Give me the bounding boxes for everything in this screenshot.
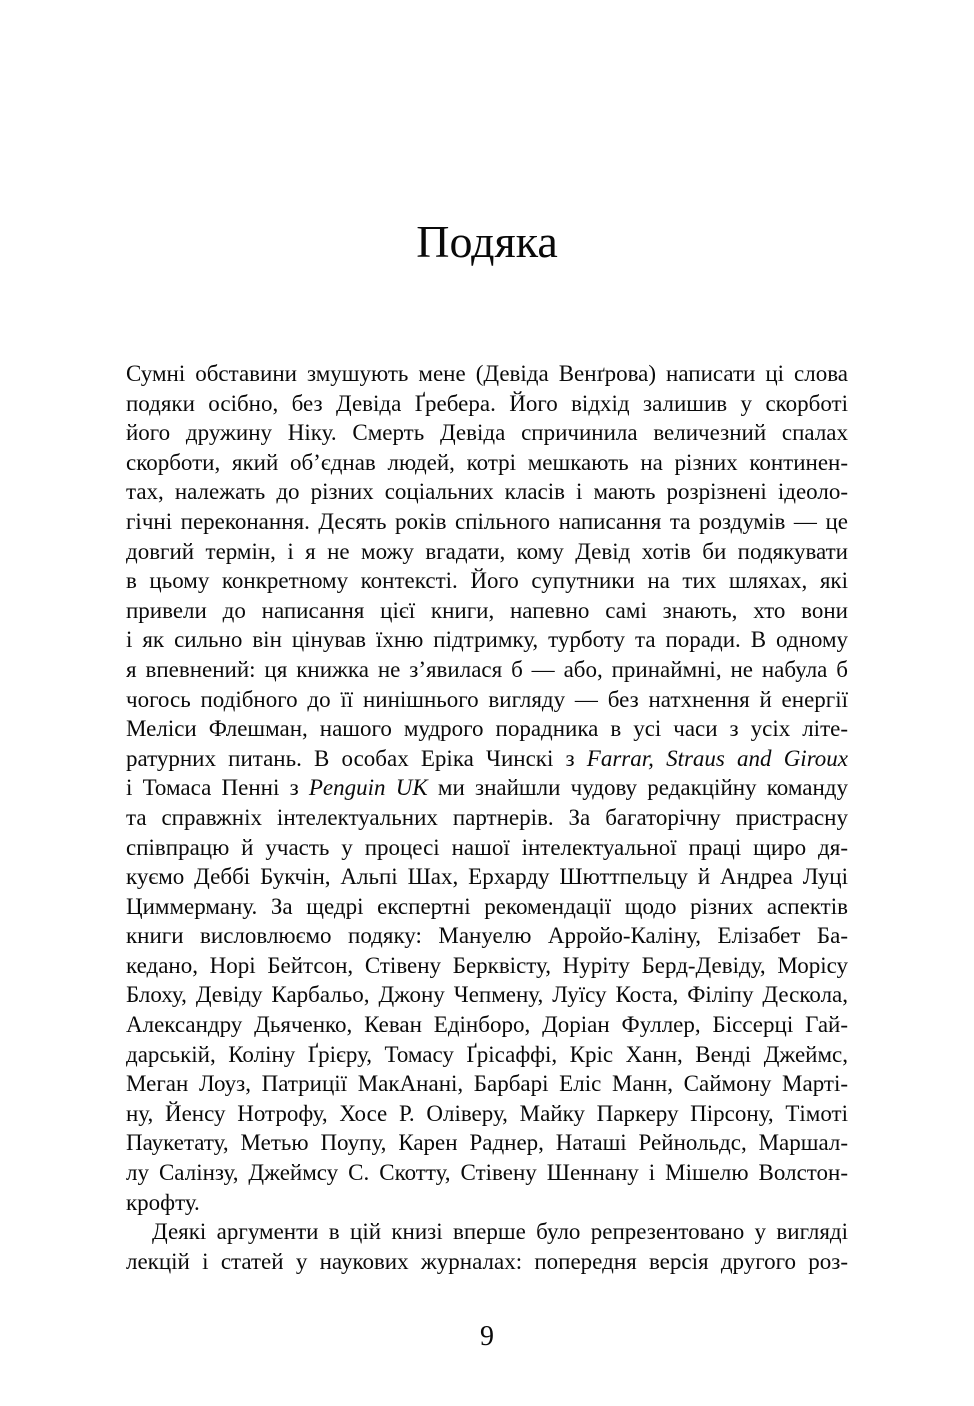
text-line <box>126 1158 848 1188</box>
text-segment: Александру Дьяченко, Кеван Едінборо, Доріан Фуллер, Біссерці Гай- <box>126 1012 848 1038</box>
text-line <box>126 744 848 774</box>
text-segment: гічні переконання. Десять років спільного написання та роздумів — це <box>126 508 848 534</box>
text-segment: куємо Деббі Букчін, Альпі Шах, Ерхарду Шюттпельцу й Андреа Луці <box>126 864 848 890</box>
text-line <box>126 803 848 833</box>
text-segment: Деякі аргументи в цій книзі вперше було репрезентовано у вигляді <box>152 1219 848 1245</box>
text-segment: його дружину Ніку. Смерть Девіда спричинила величезний спалах <box>126 420 848 446</box>
text-segment: та справжніх інтелектуальних партнерів. За багаторічну пристрасну <box>126 804 848 830</box>
text-segment: ратурних питань. В особах Еріка Чинскі з <box>126 745 587 771</box>
text-line <box>126 625 848 655</box>
text-segment: книги висловлюємо подяку: Мануелю Арройо-Каліну, Елізабет Ба- <box>126 923 848 949</box>
text-line <box>126 418 848 448</box>
text-segment: Меган Лоуз, Патриції МакАнані, Барбарі Еліс Манн, Саймону Марті- <box>126 1071 848 1097</box>
text-line <box>126 596 848 626</box>
text-line <box>126 537 848 567</box>
text-line <box>126 1188 848 1218</box>
text-line <box>126 685 848 715</box>
text-segment: лу Салінзу, Джеймсу С. Скотту, Стівену Шеннану і Мішелю Волстон- <box>126 1160 848 1186</box>
text-line <box>126 507 848 537</box>
italic-text-segment: Farrar, Straus and Giroux <box>586 745 848 771</box>
text-line <box>126 1069 848 1099</box>
text-segment: скорботи, який об’єднав людей, котрі мешкають на різних континен- <box>126 449 848 475</box>
text-segment: кедано, Норі Бейтсон, Стівену Берквісту, Нуріту Берд-Девіду, Морісу <box>126 952 848 978</box>
text-segment: дарській, Коліну Ґрієру, Томасу Ґрісаффі, Кріс Ханн, Венді Джеймс, <box>126 1041 848 1067</box>
text-line <box>126 714 848 744</box>
text-line <box>126 921 848 951</box>
text-line <box>126 1247 848 1277</box>
text-segment: чогось подібного до її нинішнього вигляду — без натхнення й енергії <box>126 686 848 712</box>
text-line <box>126 1040 848 1070</box>
text-line <box>126 1010 848 1040</box>
text-line <box>126 1128 848 1158</box>
body-text <box>126 359 848 1276</box>
text-line <box>126 359 848 389</box>
text-segment: довгий термін, і я не можу вгадати, кому Девід хотів би подякувати <box>126 538 848 564</box>
text-line <box>126 862 848 892</box>
text-segment: ну, Йенсу Нотрофу, Хосе Р. Оліверу, Майку Паркеру Пірсону, Тімоті <box>126 1100 848 1126</box>
text-segment: Блоху, Девіду Карбальо, Джону Чепмену, Луїсу Коста, Філіпу Дескола, <box>126 982 848 1008</box>
page-title: Подяка <box>416 215 558 267</box>
text-line <box>126 892 848 922</box>
text-segment: лекцій і статей у наукових журналах: попередня версія другого роз- <box>126 1248 848 1274</box>
text-segment: тах, належать до різних соціальних класів і мають розрізнені ідеоло- <box>126 479 848 505</box>
text-segment: в цьому конкретному контексті. Його супутники на тих шляхах, які <box>126 568 848 594</box>
text-segment: і як сильно він цінував їхню підтримку, турботу та поради. В одному <box>126 627 848 653</box>
text-segment: крофту. <box>126 1189 200 1215</box>
text-segment: Паукетату, Метью Поупу, Карен Раднер, Наташі Рейнольдс, Маршал- <box>126 1130 848 1156</box>
text-line <box>126 477 848 507</box>
text-segment: подяки осібно, без Девіда Ґребера. Його відхід залишив у скорботі <box>126 390 848 416</box>
text-segment: привели до написання цієї книги, напевно самі знають, хто вони <box>126 597 848 623</box>
text-line <box>126 773 848 803</box>
text-segment: співпрацю й участь у процесі нашої інтелектуальної праці щиро дя- <box>126 834 848 860</box>
text-line <box>126 1099 848 1129</box>
text-segment: Меліси Флешман, нашого мудрого порадника в усі часи з усіх літе- <box>126 716 848 742</box>
text-line <box>126 833 848 863</box>
text-segment: і Томаса Пенні з <box>126 775 309 801</box>
text-line <box>126 1217 848 1247</box>
text-line <box>126 980 848 1010</box>
page-number: 9 <box>480 1321 494 1352</box>
text-segment: я впевнений: ця книжка не з’явилася б — або, принаймні, не набула б <box>126 656 848 682</box>
text-segment: Циммерману. За щедрі експертні рекомендації щодо різних аспектів <box>126 893 848 919</box>
text-line <box>126 389 848 419</box>
text-line <box>126 448 848 478</box>
text-line <box>126 951 848 981</box>
italic-text-segment: Penguin UK <box>308 775 428 801</box>
text-line <box>126 655 848 685</box>
text-line <box>126 566 848 596</box>
text-segment: Сумні обставини змушують мене (Девіда Венґрова) написати ці слова <box>126 361 848 386</box>
text-segment: ми знайшли чудову редакційну команду <box>427 775 848 801</box>
